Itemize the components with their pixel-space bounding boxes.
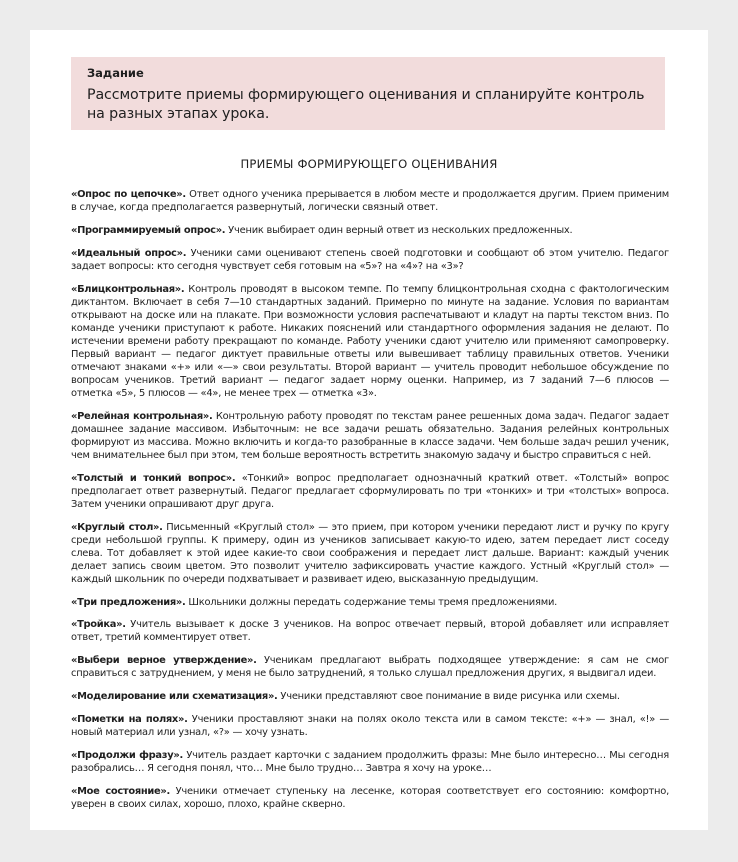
technique-description: «Тонкий» вопрос предполагает однозначный краткий ответ. «Толстый» вопрос предполагает ответ развернутый. Педагог предлагает сформулировать по три «тонких» и три «толстых» вопроса. Затем ученики опрашивают друг друга.	[71, 472, 669, 510]
technique-description: Ученики представляют свое понимание в виде рисунка или схемы.	[277, 691, 620, 703]
document-page	[30, 30, 708, 830]
technique-term: «Три предложения».	[71, 596, 186, 608]
technique-term: «Продолжи фразу».	[71, 750, 183, 762]
technique-item	[71, 521, 669, 586]
technique-term: «Моделирование или схематизация».	[71, 691, 278, 703]
task-title: Задание	[87, 66, 144, 80]
technique-description: Ученики отмечает ступеньку на лесенке, которая соответствует его состоянию: комфортно, уверен в своих силах, хорошо, плохо, крайне скверно.	[71, 786, 669, 811]
technique-term: «Выбери верное утверждение».	[71, 655, 257, 667]
technique-item	[71, 224, 669, 237]
technique-item	[71, 596, 669, 609]
technique-term: «Мое состояние».	[71, 786, 170, 798]
technique-description: Ученик выбирает один верный ответ из нескольких предложенных.	[225, 224, 573, 236]
technique-item	[71, 188, 669, 214]
technique-description: Ответ одного ученика прерывается в любом месте и продолжается другим. Прием применим в случае, когда предполагается развернутый, логически связный ответ.	[71, 188, 669, 213]
section-title: ПРИЕМЫ ФОРМИРУЮЩЕГО ОЦЕНИВАНИЯ	[240, 157, 498, 171]
technique-description: Школьники должны передать содержание темы тремя предложениями.	[185, 596, 558, 608]
technique-item	[71, 247, 669, 273]
technique-item	[71, 472, 669, 511]
technique-term: «Блицконтрольная».	[71, 283, 185, 295]
technique-description: Ученикам предлагают выбрать подходящее утверждение: я сам не смог справиться с затруднением, у меня не было затруднений, я только слушал предложения других, я выдвигал идеи.	[71, 655, 669, 680]
technique-term: «Тройка».	[71, 619, 126, 631]
technique-term: «Пометки на полях».	[71, 714, 188, 726]
technique-item	[71, 618, 669, 644]
techniques-list	[71, 178, 669, 811]
technique-term: «Релейная контрольная».	[71, 410, 213, 422]
technique-description: Письменный «Круглый стол» — это прием, при котором ученики передают лист и ручку по кругу среди небольшой группы. К примеру, один из учеников записывает какую-то идею, затем передает лист соседу слева. Тот добавляет к этой идее какие-то свои соображения и передает лист дальше. Вариант: каждый ученик делает запись своим цветом. Это позволит учителю зафиксировать участие каждого. Устный «Круглый стол» — каждый школьник по очереди подхватывает и развивает идею, высказанную предыдущим.	[71, 521, 669, 585]
technique-description: Ученики проставляют знаки на полях около текста или в самом тексте: «+» — знал, «!» — новый материал или узнал, «?» — хочу узнать.	[71, 714, 670, 739]
technique-term: «Опрос по цепочке».	[71, 188, 186, 200]
technique-item	[71, 654, 669, 680]
technique-item	[71, 785, 669, 811]
technique-item	[71, 749, 669, 775]
technique-description: Учитель раздает карточки с заданием продолжить фразы: Мне было интересно… Мы сегодня разобрались… Я сегодня понял, что… Мне было трудно… Завтра я хочу на уроке…	[71, 750, 669, 775]
technique-description: Контроль проводят в высоком темпе. По темпу блицконтрольная сходна с фактологическим диктантом. Включает в себя 7—10 стандартных заданий. Примерно по минуте на задание. Условия по вариантам открывают на доске или на плакате. При возможности условия распечатывают и кладут на парты текстом вниз. По команде ученики приступают к работе. Никаких пояснений или стандартного оформления задания не делают. По истечении времени работу прекращают по команде. Работу ученики сдают учителю или применяют самопроверку. Первый вариант — педагог диктует правильные ответы или вывешивает таблицу правильных ответов. Ученики отмечают знаками «+» или «—» свои результаты. Второй вариант — учитель проводит небольшое обсуждение по вопросам учеников. Третий вариант — педагог задает норму оценки. Например, из 7 заданий 7—6 плюсов — отметка «5», 5 плюсов — «4», не менее трех — отметка «3».	[71, 283, 669, 399]
technique-description: Ученики сами оценивают степень своей подготовки и сообщают об этом учителю. Педагог задает вопросы: кто сегодня чувствует себя готовым на «5»? на «4»? на «3»?	[71, 247, 669, 272]
technique-description: Контрольную работу проводят по текстам ранее решенных дома задач. Педагог задает домашнее задание массивом. Избыточным: не все задачи решать обязательно. Задания релейных контрольных формируют из массива. Можно включить и когда-то разобранные в классе задачи. Чем больше задач решил ученик, чем внимательнее был при этом, тем больше вероятность встретить знакомую задачу и быстро справиться с ней.	[71, 410, 669, 461]
technique-term: «Толстый и тонкий вопрос».	[71, 472, 236, 484]
technique-item	[71, 713, 669, 739]
task-box	[71, 57, 665, 130]
technique-term: «Программируемый опрос».	[71, 224, 226, 236]
task-text: Рассмотрите приемы формирующего оценивания и спланируйте контроль на разных этапах урока.	[87, 87, 645, 122]
technique-item	[71, 410, 669, 462]
technique-item	[71, 690, 669, 703]
technique-item	[71, 283, 669, 400]
technique-term: «Идеальный опрос».	[71, 247, 187, 259]
technique-term: «Круглый стол».	[71, 521, 163, 533]
technique-description: Учитель вызывает к доске 3 учеников. На вопрос отвечает первый, второй добавляет или исправляет ответ, третий комментирует ответ.	[71, 619, 669, 644]
